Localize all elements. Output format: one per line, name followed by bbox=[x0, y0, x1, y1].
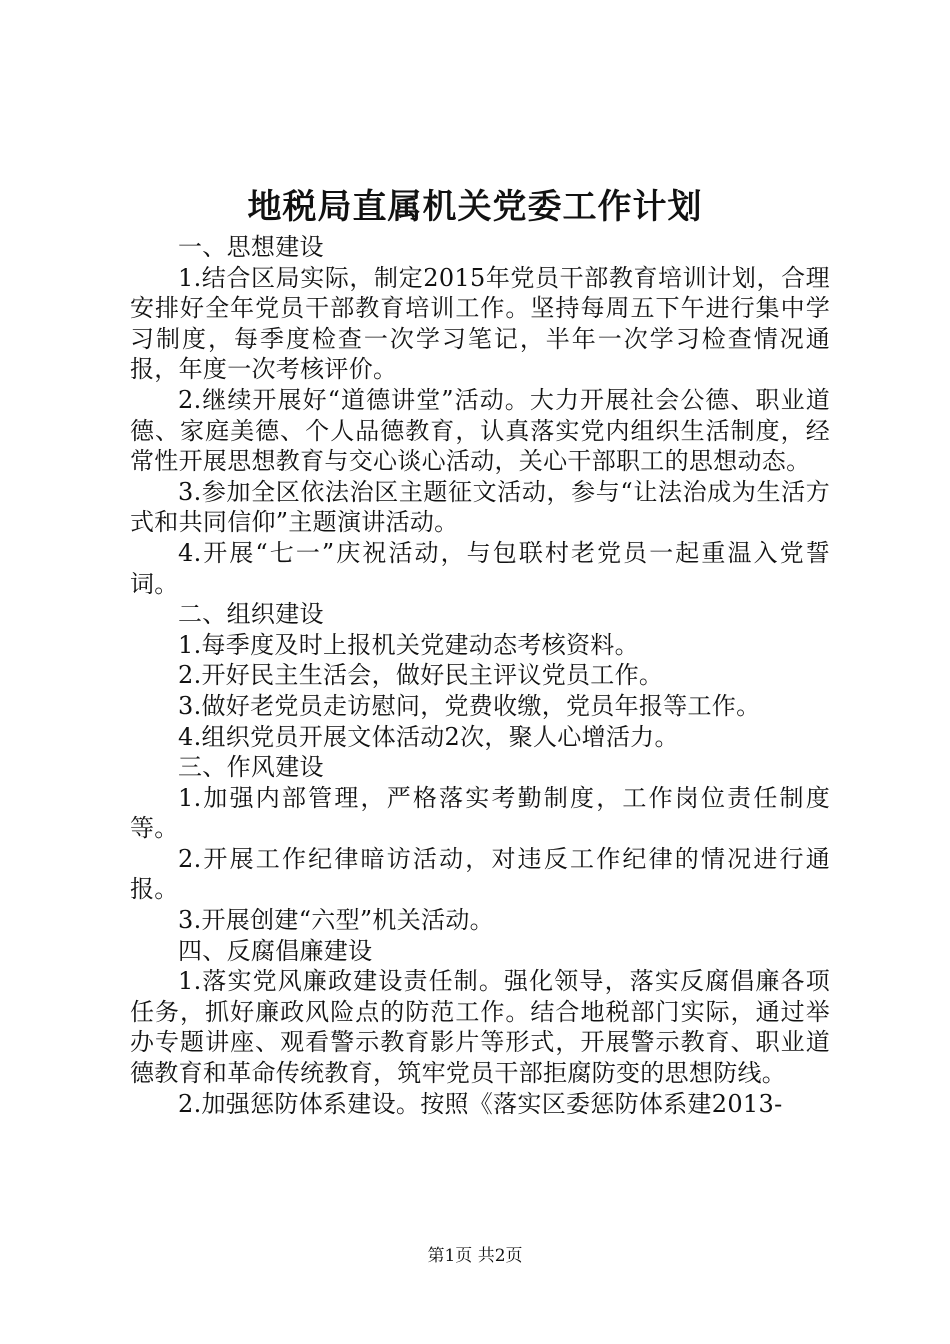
section-heading: 一、思想建设 bbox=[178, 233, 324, 261]
paragraph: 2.加强惩防体系建设。按照《落实区委惩防体系建2013- bbox=[178, 1089, 783, 1118]
paragraph: 1.落实党风廉政建设责任制。强化领导，落实反腐倡廉各项任务，抓好廉政风险点的防范工作。结合地税部门实际，通过举办专题讲座、观看警示教育影片等形式，开展警示教育、职业道德教育和革命传统教育，筑牢党员干部拒腐防变的思想防线。 bbox=[130, 967, 830, 1088]
section-heading: 三、作风建设 bbox=[178, 753, 324, 782]
paragraph: 2.开好民主生活会，做好民主评议党员工作。 bbox=[178, 661, 664, 690]
paragraph: 4.开展“七一”庆祝活动，与包联村老党员一起重温入党誓词。 bbox=[130, 538, 830, 598]
paragraph: 3.做好老党员走访慰问，党费收缴，党员年报等工作。 bbox=[178, 691, 761, 720]
paragraph: 4.组织党员开展文体活动2次，聚人心增活力。 bbox=[178, 722, 679, 751]
document-body bbox=[130, 232, 830, 1119]
paragraph: 3.开展创建“六型”机关活动。 bbox=[178, 906, 494, 935]
paragraph: 1.每季度及时上报机关党建动态考核资料。 bbox=[178, 630, 639, 659]
paragraph: 2.开展工作纪律暗访活动，对违反工作纪律的情况进行通报。 bbox=[130, 844, 830, 904]
page-number-footer: 第1页 共2页 bbox=[427, 1246, 523, 1266]
paragraph: 3.参加全区依法治区主题征文活动，参与“让法治成为生活方式和共同信仰”主题演讲活动。 bbox=[130, 477, 830, 537]
paragraph: 1.结合区局实际，制定2015年党员干部教育培训计划，合理安排好全年党员干部教育培训工作。坚持每周五下午进行集中学习制度，每季度检查一次学习笔记，半年一次学习检查情况通报，年度一次考核评价。 bbox=[130, 263, 830, 384]
section-heading: 四、反腐倡廉建设 bbox=[178, 936, 373, 965]
section-heading: 二、组织建设 bbox=[178, 600, 324, 629]
paragraph: 1.加强内部管理，严格落实考勤制度，工作岗位责任制度等。 bbox=[130, 783, 830, 843]
paragraph: 2.继续开展好“道德讲堂”活动。大力开展社会公德、职业道德、家庭美德、个人品德教育，认真落实党内组织生活制度，经常性开展思想教育与交心谈心活动，关心干部职工的思想动态。 bbox=[130, 385, 830, 476]
document-title: 地税局直属机关党委工作计划 bbox=[247, 187, 703, 227]
